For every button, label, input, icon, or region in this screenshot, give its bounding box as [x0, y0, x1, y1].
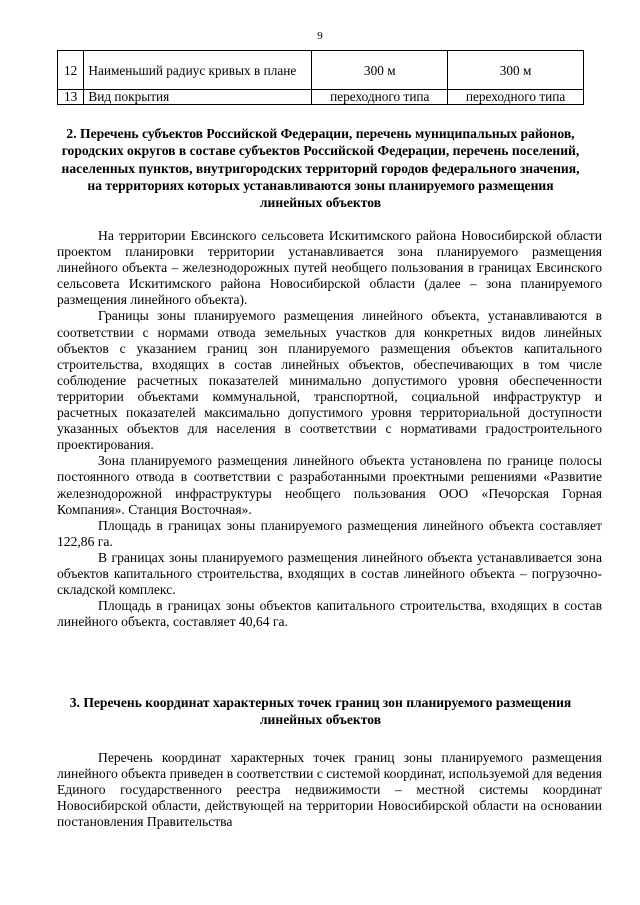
- row-number-cell: 13: [58, 90, 84, 105]
- table-row: [58, 90, 584, 105]
- value-cell: 300 м: [312, 51, 448, 90]
- paragraph: В границах зоны планируемого размещения линейного объекта устанавливается зона объектов капитального строительства, входящих в состав линейного объекта – погрузочно-складской комплекс.: [57, 549, 602, 598]
- section-3-heading: 3. Перечень координат характерных точек границ зон планируемого размещения линейных объектов: [69, 695, 572, 728]
- page-number: 9: [317, 30, 323, 42]
- value-cell: переходного типа: [448, 90, 584, 105]
- section-3-body: [57, 750, 602, 830]
- parameter-name-cell: Наименьший радиус кривых в плане: [84, 51, 312, 90]
- parameter-name-cell: Вид покрытия: [84, 90, 312, 105]
- paragraph: Площадь в границах зоны планируемого размещения линейного объекта составляет 122,86 га.: [57, 517, 602, 549]
- table-row: [58, 51, 584, 90]
- paragraph: На территории Евсинского сельсовета Искитимского района Новосибирской области проектом планировки территории устанавливается зона планируемого размещения линейного объекта – железнодорожных путей необщего пользования в границах Евсинского сельсовета Искитимского района Новосибирской области (далее – зона планируемого размещения линейного объекта).: [57, 228, 602, 308]
- section-2-body: [57, 228, 602, 630]
- section-2-heading: 2. Перечень субъектов Российской Федерации, перечень муниципальных районов, городских округов в составе субъектов Российской Федерации, перечень поселений, населенных пунктов, внутригородских территорий городов федерального значения, на территориях которых устанавливаются зоны планируемого размещения линейных объектов: [61, 126, 580, 211]
- value-cell: 300 м: [448, 51, 584, 90]
- paragraph: Перечень координат характерных точек границ зоны планируемого размещения линейного объекта приведен в соответствии с системой координат, используемой для ведения Единого государственного реестра недвижимости – местной системы координат Новосибирской области, действующей на территории Новосибирской области на основании постановления Правительства: [57, 750, 602, 830]
- row-number-cell: 12: [58, 51, 84, 90]
- parameters-table: [57, 50, 584, 105]
- paragraph: Площадь в границах зоны объектов капитального строительства, входящих в состав линейного объекта, составляет 40,64 га.: [57, 598, 602, 630]
- value-cell: переходного типа: [312, 90, 448, 105]
- paragraph: Зона планируемого размещения линейного объекта установлена по границе полосы постоянного отвода в соответствии с разработанными проектными решениями «Развитие железнодорожной инфраструктуры необщего пользования ООО «Печорская Горная Компания». Станция Восточная».: [57, 453, 602, 517]
- paragraph: Границы зоны планируемого размещения линейного объекта, устанавливаются в соответствии с нормами отвода земельных участков для конкретных видов линейных объектов с указанием границ зон планируемого размещения объектов капитального строительства, входящих в состав линейных объектов, обеспечивающих в том числе соблюдение расчетных показателей минимально допустимого уровня обеспеченности территории объектами коммунальной, транспортной, социальной инфраструктур и расчетных показателей максимально допустимого уровня территориальной доступности указанных объектов для населения в соответствии с нормативами градостроительного проектирования.: [57, 308, 602, 453]
